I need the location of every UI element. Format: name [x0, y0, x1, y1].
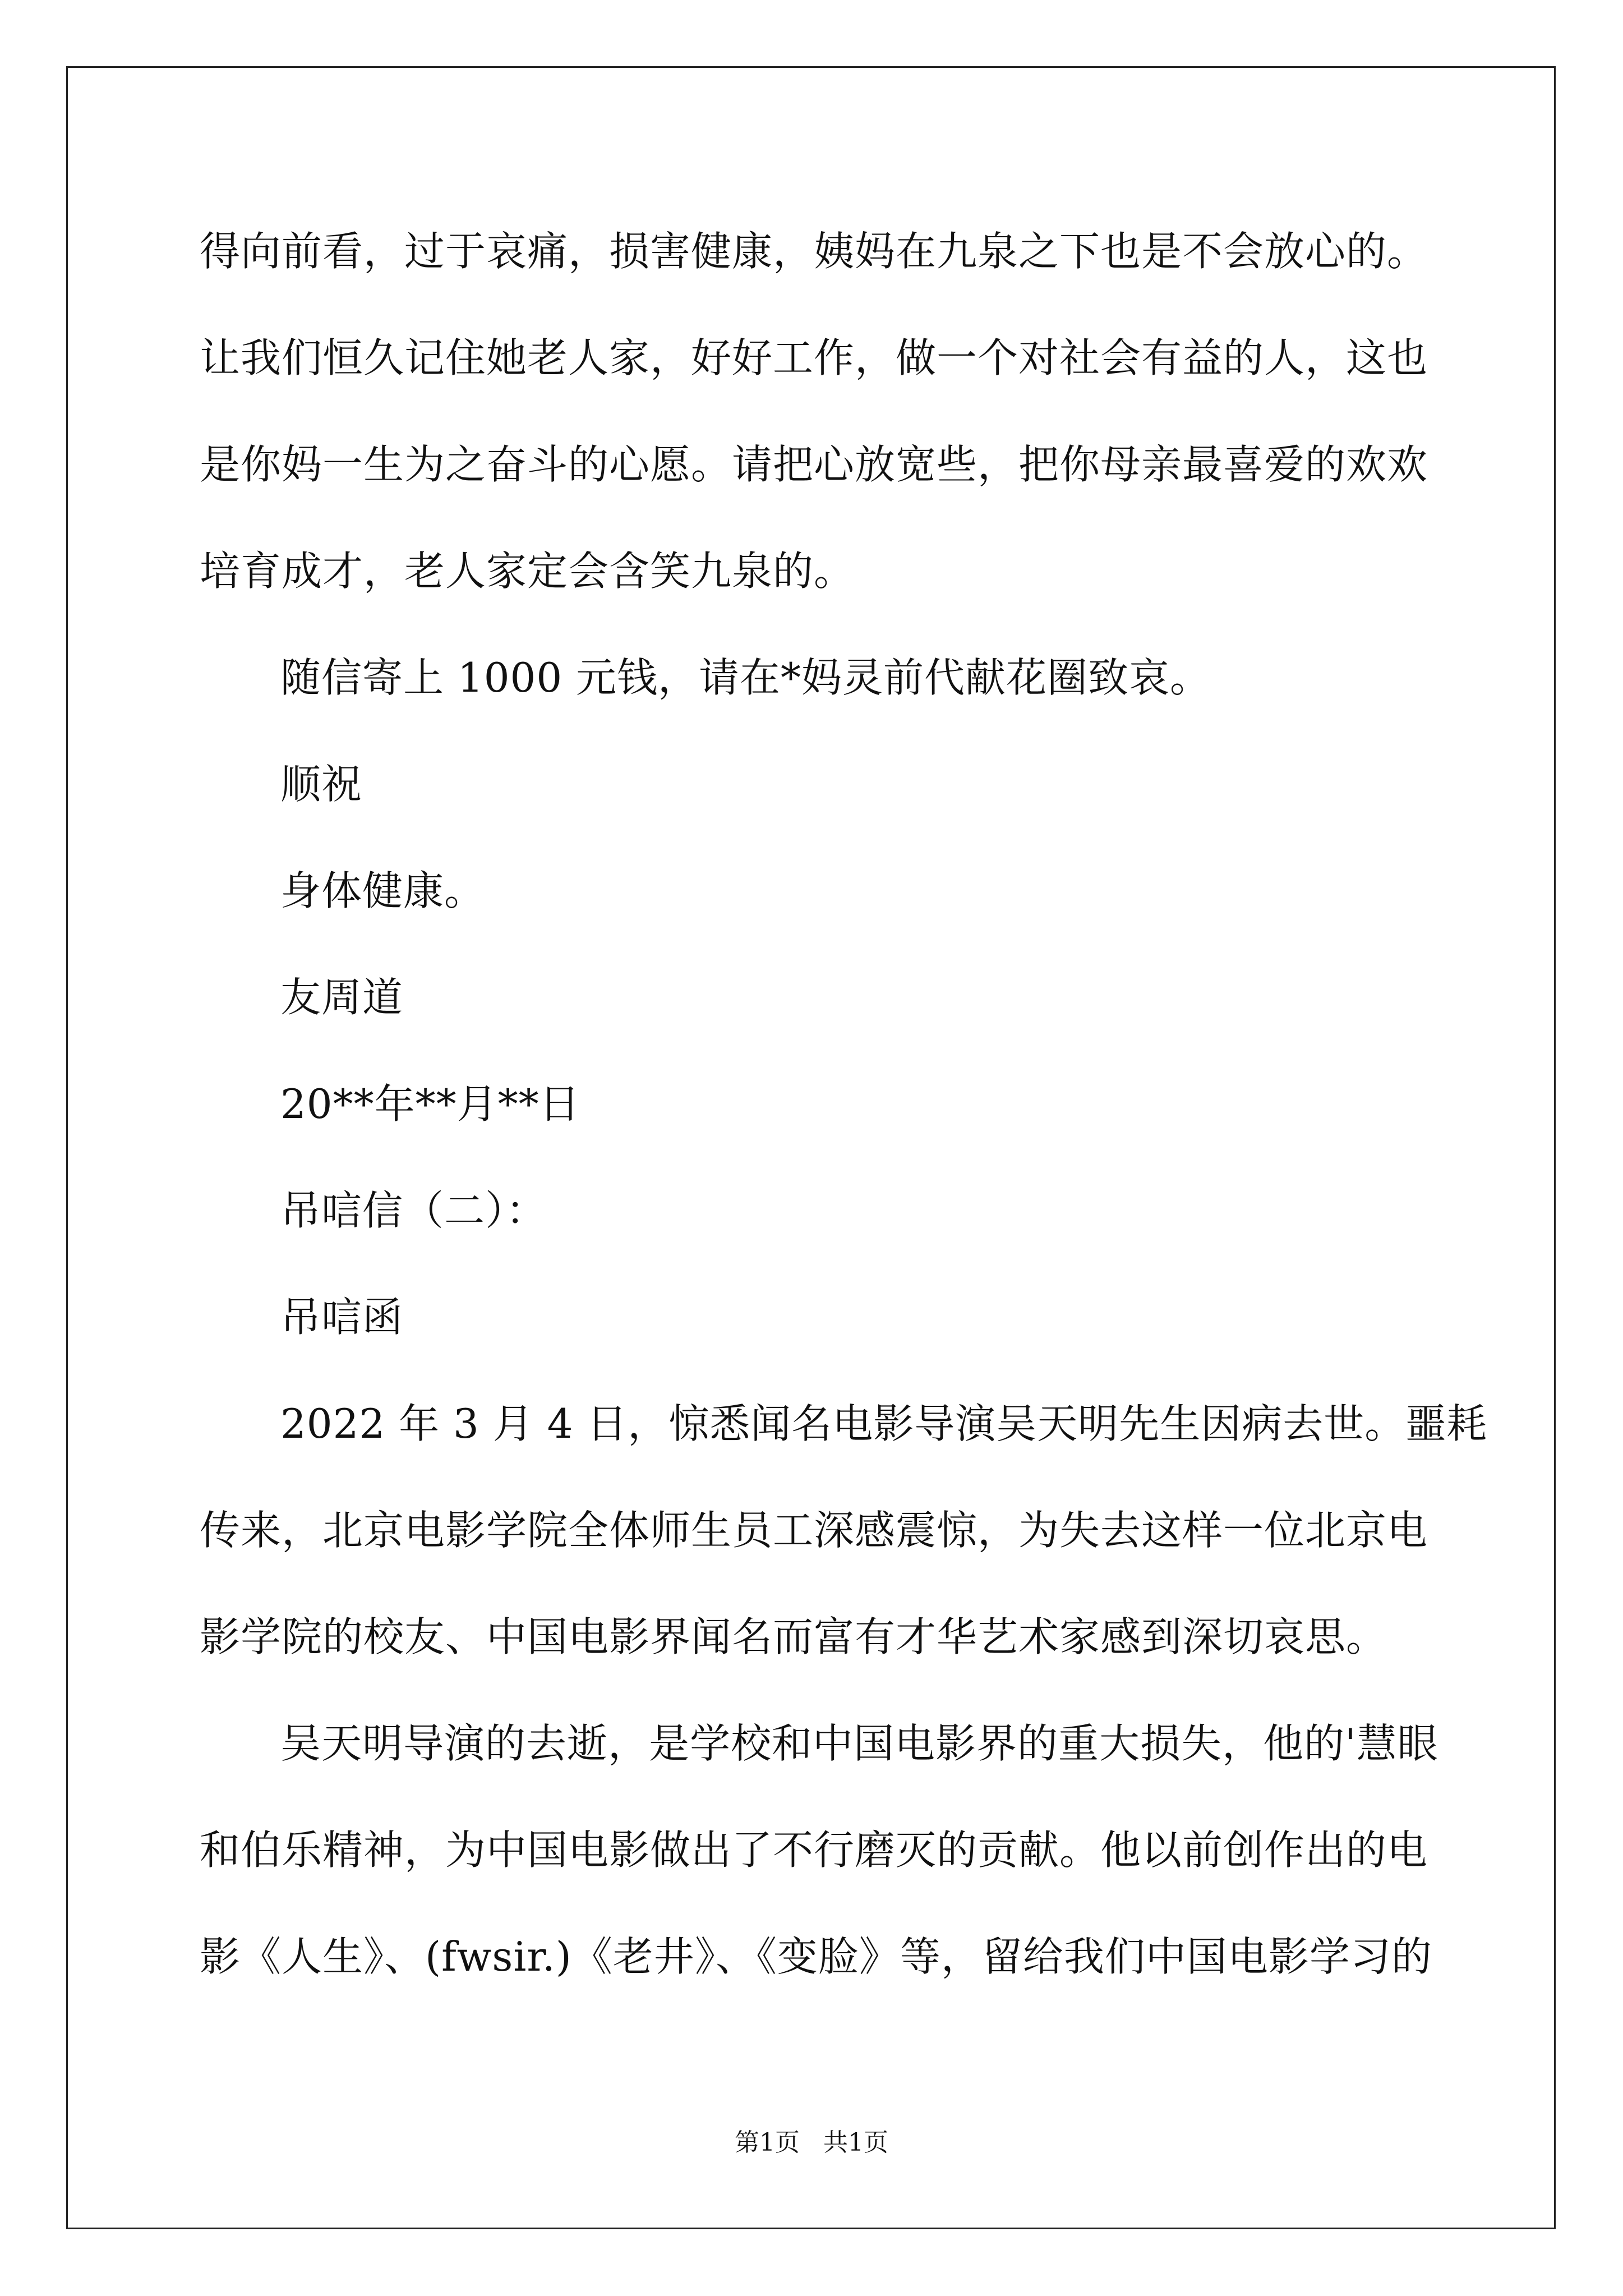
text-line-17: 影《人生》、(fwsir.)《老井》、《变脸》等，留给我们中国电影学习的: [200, 1933, 1432, 1980]
text-line-12: 2022 年 3 月 4 日，惊悉闻名电影导演吴天明先生因病去世。噩耗: [280, 1400, 1488, 1447]
section-heading: 吊唁信（二）：: [280, 1187, 547, 1234]
signature-name: 友周道: [280, 974, 404, 1021]
text-line-15: 吴天明导演的去逝，是学校和中国电影界的重大损失，他的'慧眼: [280, 1720, 1438, 1767]
text-line-4: 培育成才，老人家定会含笑九泉的。: [200, 547, 855, 595]
letter-title: 吊唁函: [280, 1294, 404, 1341]
page-border: [66, 66, 1556, 2229]
closing-wish: 身体健康。: [280, 867, 486, 914]
text-line-13: 传来，北京电影学院全体师生员工深感震惊，为失去这样一位北京电: [200, 1507, 1428, 1554]
text-line-14: 影学院的校友、中国电影界闻名而富有才华艺术家感到深切哀思。: [200, 1613, 1387, 1660]
text-line-3: 是你妈一生为之奋斗的心愿。请把心放宽些，把你母亲最喜爱的欢欢: [200, 441, 1428, 488]
text-line-16: 和伯乐精神，为中国电影做出了不行磨灭的贡献。他以前创作出的电: [200, 1826, 1428, 1874]
closing-salutation: 顺祝: [280, 761, 363, 808]
signature-date: 20**年**月**日: [280, 1080, 580, 1128]
text-line-1: 得向前看，过于哀痛，损害健康，姨妈在九泉之下也是不会放心的。: [200, 228, 1428, 275]
page-footer: 第1页 共1页: [735, 2128, 888, 2157]
text-line-2: 让我们恒久记住她老人家，好好工作，做一个对社会有益的人，这也: [200, 334, 1428, 381]
text-line-money: 随信寄上 1000 元钱，请在*妈灵前代献花圈致哀。: [280, 654, 1211, 701]
